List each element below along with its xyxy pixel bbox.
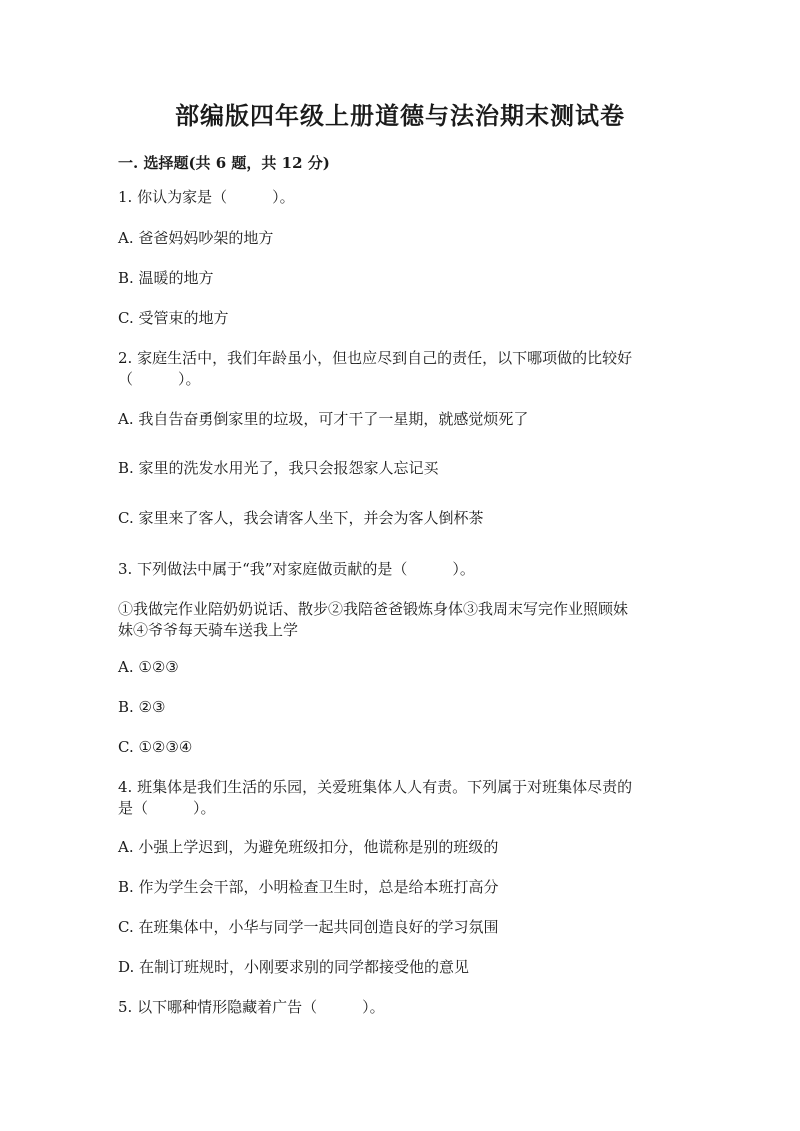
question-4-option-d: D. 在制订班规时，小刚要求别的同学都接受他的意见 <box>118 958 470 976</box>
question-4-option-c: C. 在班集体中，小华与同学一起共同创造良好的学习氛围 <box>118 918 499 936</box>
question-4-stem-line-2: 是（ ）。 <box>118 799 216 817</box>
question-4-option-b: B. 作为学生会干部，小明检查卫生时，总是给本班打高分 <box>118 878 499 896</box>
question-1-stem: 1. 你认为家是（ ）。 <box>118 188 295 206</box>
question-1-option-a: A. 爸爸妈妈吵架的地方 <box>118 229 274 247</box>
question-3-option-c: C. ①②③④ <box>118 738 193 756</box>
question-3-stem: 3. 下列做法中属于“我”对家庭做贡献的是（ ）。 <box>118 560 475 578</box>
question-4-option-a: A. 小强上学迟到，为避免班级扣分，他谎称是别的班级的 <box>118 838 499 856</box>
question-2-stem-line-1: 2. 家庭生活中，我们年龄虽小，但也应尽到自己的责任，以下哪项做的比较好 <box>118 349 633 367</box>
section-heading: 一. 选择题(共 6 题，共 12 分) <box>118 154 330 172</box>
question-3-option-a: A. ①②③ <box>118 658 179 676</box>
question-4-stem-line-1: 4. 班集体是我们生活的乐园，关爱班集体人人有责。下列属于对班集体尽责的 <box>118 778 633 796</box>
question-2-option-b: B. 家里的洗发水用光了，我只会报怨家人忘记买 <box>118 459 439 477</box>
question-2-option-c: C. 家里来了客人，我会请客人坐下，并会为客人倒杯茶 <box>118 509 484 527</box>
question-5-stem: 5. 以下哪种情形隐藏着广告（ ）。 <box>118 998 385 1016</box>
question-1-option-b: B. 温暖的地方 <box>118 269 214 287</box>
question-3-context-line-1: ①我做完作业陪奶奶说话、散步②我陪爸爸锻炼身体③我周末写完作业照顾妹 <box>118 600 629 618</box>
question-3-option-b: B. ②③ <box>118 698 166 716</box>
question-2-option-a: A. 我自告奋勇倒家里的垃圾，可才干了一星期，就感觉烦死了 <box>118 410 529 428</box>
question-3-context-line-2: 妹④爷爷每天骑车送我上学 <box>118 621 299 639</box>
question-1-option-c: C. 受管束的地方 <box>118 309 229 327</box>
page-title: 部编版四年级上册道德与法治期末测试卷 <box>175 101 625 130</box>
question-2-stem-line-2: （ ）。 <box>118 370 201 388</box>
